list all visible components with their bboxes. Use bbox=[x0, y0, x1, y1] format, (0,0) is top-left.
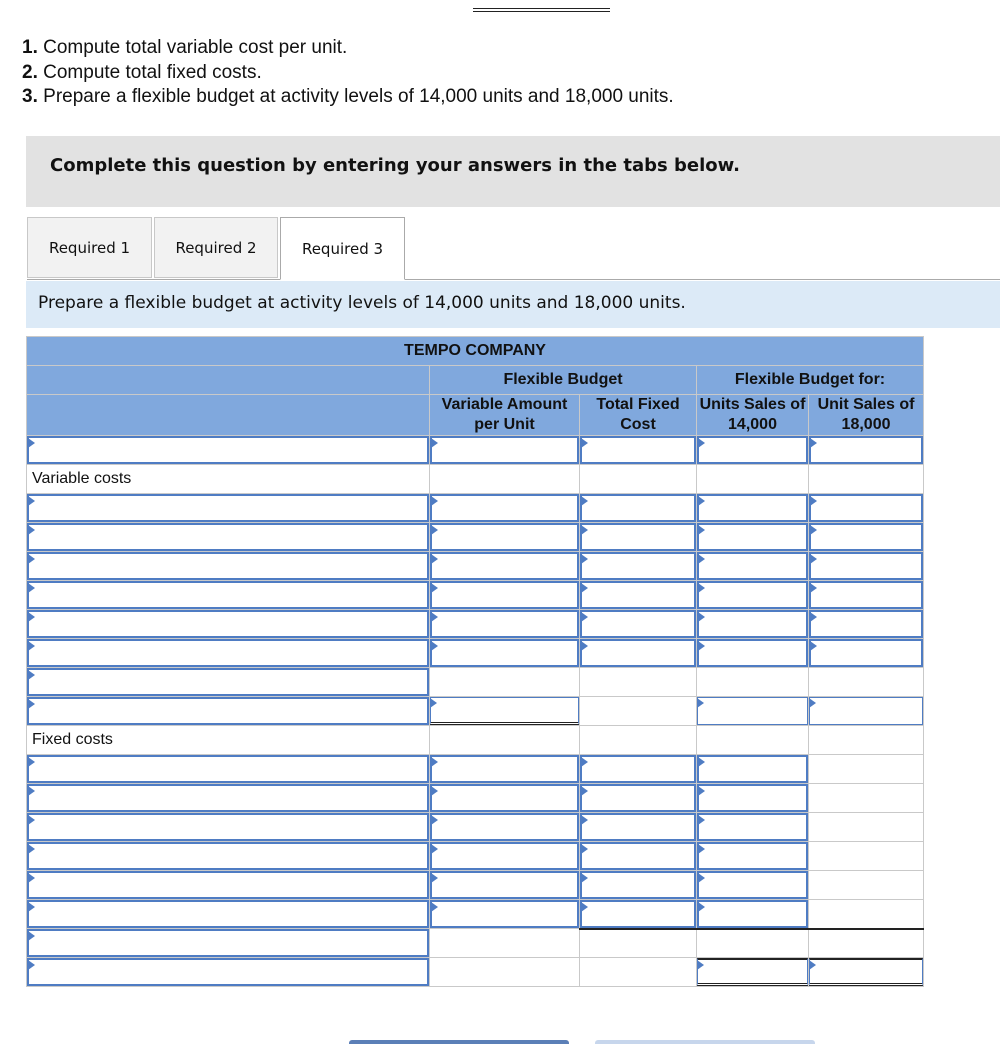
table-row bbox=[27, 929, 924, 958]
units-14000-input[interactable] bbox=[697, 813, 808, 841]
units-14000-input[interactable] bbox=[697, 610, 808, 638]
table-row bbox=[27, 900, 924, 929]
units-18000-input[interactable] bbox=[809, 552, 923, 580]
flexible-budget-table bbox=[26, 336, 924, 987]
table-row bbox=[27, 958, 924, 987]
question-prompt bbox=[26, 281, 1000, 328]
company-title: TEMPO COMPANY bbox=[27, 337, 924, 366]
total-fixed-input[interactable] bbox=[580, 842, 696, 870]
units-18000-input[interactable] bbox=[809, 639, 923, 667]
row-label-input[interactable] bbox=[27, 958, 429, 986]
units-14000-input[interactable] bbox=[697, 755, 808, 783]
variable-amount-input[interactable] bbox=[430, 436, 579, 464]
row-label-input[interactable] bbox=[27, 813, 429, 841]
prompt-text: Prepare a flexible budget at activity levels of 14,000 units and 18,000 units. bbox=[38, 293, 686, 313]
variable-amount-total-input[interactable] bbox=[430, 697, 579, 725]
total-fixed-input[interactable] bbox=[580, 755, 696, 783]
row-label-input[interactable] bbox=[27, 494, 429, 522]
table-row bbox=[27, 639, 924, 668]
units-18000-input[interactable] bbox=[809, 697, 923, 725]
units-14000-input[interactable] bbox=[697, 784, 808, 812]
units-14000-input[interactable] bbox=[697, 523, 808, 551]
col-total-fixed: Total Fixed Cost bbox=[580, 395, 697, 436]
requirement-3: 3. Prepare a flexible budget at activity levels of 14,000 units and 18,000 units. bbox=[22, 86, 674, 107]
row-label-input[interactable] bbox=[27, 900, 429, 928]
table-row bbox=[27, 581, 924, 610]
tab-required-2[interactable]: Required 2 bbox=[154, 217, 278, 278]
total-fixed-input[interactable] bbox=[580, 581, 696, 609]
units-14000-input[interactable] bbox=[697, 697, 808, 725]
row-label-input[interactable] bbox=[27, 581, 429, 609]
units-14000-input[interactable] bbox=[697, 900, 808, 928]
variable-amount-input[interactable] bbox=[430, 639, 579, 667]
total-fixed-input[interactable] bbox=[580, 436, 696, 464]
row-label-input[interactable] bbox=[27, 697, 429, 725]
units-14000-input[interactable] bbox=[697, 581, 808, 609]
total-fixed-input[interactable] bbox=[580, 784, 696, 812]
variable-amount-input[interactable] bbox=[430, 523, 579, 551]
units-18000-input[interactable] bbox=[809, 436, 923, 464]
table-row bbox=[27, 523, 924, 552]
requirement-1: 1. Compute total variable cost per unit. bbox=[22, 37, 348, 58]
units-18000-input[interactable] bbox=[809, 958, 923, 986]
row-label-input[interactable] bbox=[27, 929, 429, 957]
variable-amount-input[interactable] bbox=[430, 581, 579, 609]
table-row bbox=[27, 871, 924, 900]
row-label-input[interactable] bbox=[27, 755, 429, 783]
units-14000-input[interactable] bbox=[697, 436, 808, 464]
units-18000-input[interactable] bbox=[809, 610, 923, 638]
next-button[interactable] bbox=[595, 1040, 815, 1044]
tab-required-1[interactable]: Required 1 bbox=[27, 217, 152, 278]
total-fixed-input[interactable] bbox=[580, 523, 696, 551]
table-row bbox=[27, 697, 924, 726]
row-label-input[interactable] bbox=[27, 436, 429, 464]
units-14000-input[interactable] bbox=[697, 494, 808, 522]
fixed-costs-label: Fixed costs bbox=[27, 726, 430, 755]
units-14000-input[interactable] bbox=[697, 552, 808, 580]
table-row bbox=[27, 436, 924, 465]
variable-amount-input[interactable] bbox=[430, 494, 579, 522]
variable-costs-label: Variable costs bbox=[27, 465, 430, 494]
table-row bbox=[27, 610, 924, 639]
flexible-budget-header: Flexible Budget bbox=[430, 366, 697, 395]
table-row bbox=[27, 726, 924, 755]
instruction-banner bbox=[26, 136, 1000, 207]
variable-amount-input[interactable] bbox=[430, 813, 579, 841]
header-blank bbox=[27, 366, 430, 395]
table-row bbox=[27, 465, 924, 494]
units-18000-input[interactable] bbox=[809, 581, 923, 609]
requirement-2: 2. Compute total fixed costs. bbox=[22, 61, 262, 83]
instruction-text: Complete this question by entering your answers in the tabs below. bbox=[50, 155, 740, 176]
units-18000-input[interactable] bbox=[809, 523, 923, 551]
row-label-input[interactable] bbox=[27, 871, 429, 899]
table-row bbox=[27, 813, 924, 842]
row-label-input[interactable] bbox=[27, 784, 429, 812]
col-units-14000: Units Sales of 14,000 bbox=[697, 395, 809, 436]
variable-amount-input[interactable] bbox=[430, 610, 579, 638]
variable-amount-input[interactable] bbox=[430, 784, 579, 812]
row-label-input[interactable] bbox=[27, 610, 429, 638]
previous-button[interactable] bbox=[349, 1040, 569, 1044]
variable-amount-input[interactable] bbox=[430, 842, 579, 870]
required-tabs bbox=[27, 217, 1000, 280]
table-row bbox=[27, 784, 924, 813]
requirements-list bbox=[22, 36, 674, 110]
units-14000-input[interactable] bbox=[697, 871, 808, 899]
total-fixed-input[interactable] bbox=[580, 639, 696, 667]
table-row bbox=[27, 842, 924, 871]
row-label-input[interactable] bbox=[27, 668, 429, 696]
table-row bbox=[27, 494, 924, 523]
col-variable-amount: Variable Amount per Unit bbox=[430, 395, 580, 436]
table-row bbox=[27, 755, 924, 784]
total-fixed-input[interactable] bbox=[580, 871, 696, 899]
row-label-input[interactable] bbox=[27, 523, 429, 551]
row-label-input[interactable] bbox=[27, 552, 429, 580]
col-units-18000: Unit Sales of 18,000 bbox=[809, 395, 924, 436]
total-fixed-input[interactable] bbox=[580, 494, 696, 522]
units-14000-input[interactable] bbox=[697, 958, 808, 986]
total-fixed-input[interactable] bbox=[580, 813, 696, 841]
table-row bbox=[27, 552, 924, 581]
units-18000-input[interactable] bbox=[809, 494, 923, 522]
variable-amount-input[interactable] bbox=[430, 552, 579, 580]
units-14000-input[interactable] bbox=[697, 842, 808, 870]
header-blank bbox=[27, 395, 430, 436]
row-label-input[interactable] bbox=[27, 639, 429, 667]
total-fixed-input[interactable] bbox=[580, 900, 696, 928]
table-row bbox=[27, 668, 924, 697]
total-fixed-input[interactable] bbox=[580, 610, 696, 638]
previous-table-fragment bbox=[473, 0, 610, 9]
tab-required-3[interactable]: Required 3 bbox=[280, 217, 405, 280]
units-14000-input[interactable] bbox=[697, 639, 808, 667]
variable-amount-input[interactable] bbox=[430, 900, 579, 928]
variable-amount-input[interactable] bbox=[430, 755, 579, 783]
row-label-input[interactable] bbox=[27, 842, 429, 870]
variable-amount-input[interactable] bbox=[430, 871, 579, 899]
flexible-budget-for-header: Flexible Budget for: bbox=[697, 366, 924, 395]
total-fixed-input[interactable] bbox=[580, 552, 696, 580]
